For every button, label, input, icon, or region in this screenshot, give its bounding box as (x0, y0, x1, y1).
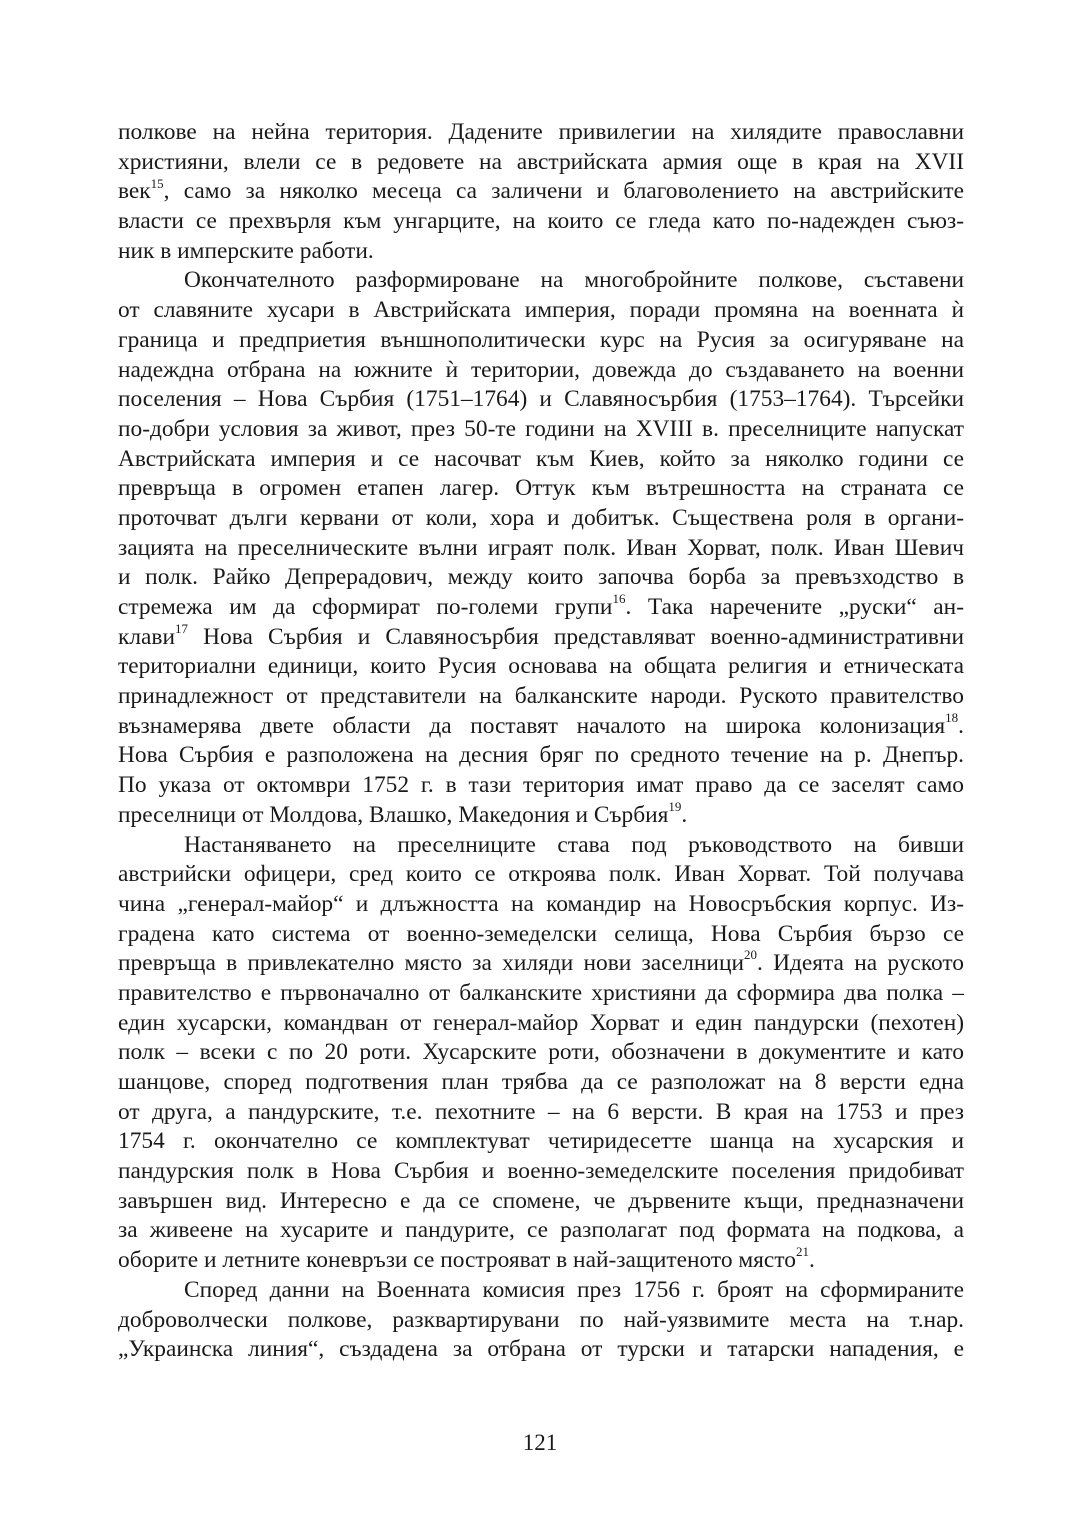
text-line: полк – всеки с по 20 роти. Хусарските роти, обозначени в документите и като (118, 1039, 964, 1066)
paragraph (118, 266, 964, 830)
paragraph (118, 1276, 964, 1365)
text-line: полкове на нейна територия. Дадените привилегии на хилядите православни (118, 119, 964, 145)
footnote-ref: 20 (743, 947, 757, 963)
text-line: шанцове, според подготвения план трябва да се разположат на 8 версти една (118, 1069, 964, 1095)
text-line: Настаняването на преселниците става под ръководството на бивши (184, 831, 964, 858)
text-line: зацията на преселническите вълни играят полк. Иван Хорват, полк. Иван Шевич (118, 534, 964, 561)
text-line: власти се прехвърля към унгарците, на които се гледа като по-надежден съюз- (118, 208, 964, 235)
text-line: и полк. Райко Депрерадович, между които започва борба за превъзходство в (118, 564, 964, 591)
text-line: от друга, а пандурските, т.е. пехотните – на 6 версти. В края на 1753 и през (118, 1098, 964, 1125)
text-line: чина „генерал-майор“ и длъжността на командир на Новосръбския корпус. Из- (118, 890, 964, 917)
text-line: клави$^{17}$ Нова Сърбия и Славяносърбия представляват военно-административни (118, 620, 964, 650)
text-line: Окончателното разформироване на многобройните полкове, съставени (184, 267, 964, 294)
text-line: преселници от Молдова, Влашко, Македония и Сърбия$^{19}$. (118, 799, 688, 828)
text-line: граница и предприетия външнополитически курс на Русия за осигуряване на (118, 326, 964, 353)
text-line: завършен вид. Интересно е да се спомене, че дървените къщи, предназначени (118, 1187, 964, 1214)
text-line: проточват дълги кервани от коли, хора и добитък. Съществена роля в органи- (118, 504, 964, 531)
text-line: Според данни на Военната комисия през 1756 г. броят на сформираните (184, 1276, 964, 1303)
text-line: възнамерява двете области да поставят началото на широка колонизация$^{18}$. (118, 709, 964, 739)
text-line: надеждна отбрана на южните ѝ територии, довежда до създаването на военни (118, 356, 964, 383)
text-line: християни, влели се в редовете на австрийската армия още в края на XVII (118, 148, 964, 175)
footnote-ref: 21 (795, 1244, 809, 1260)
text-line: доброволчески полкове, разквартирувани по най-уязвимите места на т.нар. (118, 1306, 964, 1333)
text-line: поселения – Нова Сърбия (1751–1764) и Славяносърбия (1753–1764). Търсейки (118, 386, 964, 413)
footnote-ref: 18 (945, 709, 959, 725)
text-line: териториални единици, които Русия основава на общата религия и етническата (118, 653, 964, 680)
text-line: превръща в привлекателно място за хиляди нови заселници$^{20}$. Идеята на руското (118, 947, 964, 977)
footnote-ref: 15 (150, 175, 164, 191)
text-line: Нова Сърбия е разположена на десния бряг по средното течение на р. Днепър. (118, 742, 964, 769)
text-line: стремежа им да сформират по-големи групи$^{16}$. Така наречените „руски“ ан- (118, 591, 964, 620)
text-line: пандурския полк в Нова Сърбия и военно-земеделските поселения придобиват (118, 1158, 964, 1185)
page-number: 121 (522, 1430, 558, 1455)
text-line: от славяните хусари в Австрийската империя, поради промяна на военната ѝ (118, 297, 964, 324)
footnote-ref: 17 (174, 620, 188, 636)
text-line: Австрийската империя и се насочват към Киев, който за няколко години се (118, 445, 964, 472)
footnote-ref: 16 (612, 591, 626, 607)
text-line: австрийски офицери, сред които се откроява полк. Иван Хорват. Той получава (118, 861, 964, 888)
text-line: ник в имперските работи. (118, 237, 374, 264)
text-line: 1754 г. окончателно се комплектуват четиридесетте шанца на хусарския и (118, 1128, 964, 1155)
text-line: градена като система от военно-земеделски селища, Нова Сърбия бързо се (118, 920, 964, 947)
footnote-ref: 19 (668, 799, 682, 815)
text-line: за живеене на хусарите и пандурите, се разполагат под формата на подкова, а (118, 1217, 964, 1244)
text-line: превръща в огромен етапен лагер. Оттук към вътрешността на страната се (118, 475, 964, 502)
text-line: един хусарски, командван от генерал-майор Хорват и един пандурски (пехотен) (118, 1009, 964, 1036)
page-body (118, 118, 964, 1365)
text-line: по-добри условия за живот, през 50-те години на XVIII в. преселниците напускат (118, 415, 964, 442)
text-line: „Украинска линия“, създадена за отбрана от турски и татарски нападения, е (118, 1336, 964, 1363)
paragraph (118, 831, 964, 1276)
text-line: принадлежност от представители на балканските народи. Руското правителство (118, 683, 964, 710)
paragraph (118, 118, 964, 266)
text-line: век$^{15}$, само за няколко месеца са заличени и благоволението на австрийските (118, 175, 964, 205)
text-line: оборите и летните коневръзи се построяват в най-защитеното място$^{21}$. (118, 1244, 815, 1274)
text-line: По указа от октомври 1752 г. в тази територия имат право да се заселят само (118, 772, 964, 799)
text-line: правителство е първоначално от балканските християни да сформира два полка – (118, 979, 964, 1006)
